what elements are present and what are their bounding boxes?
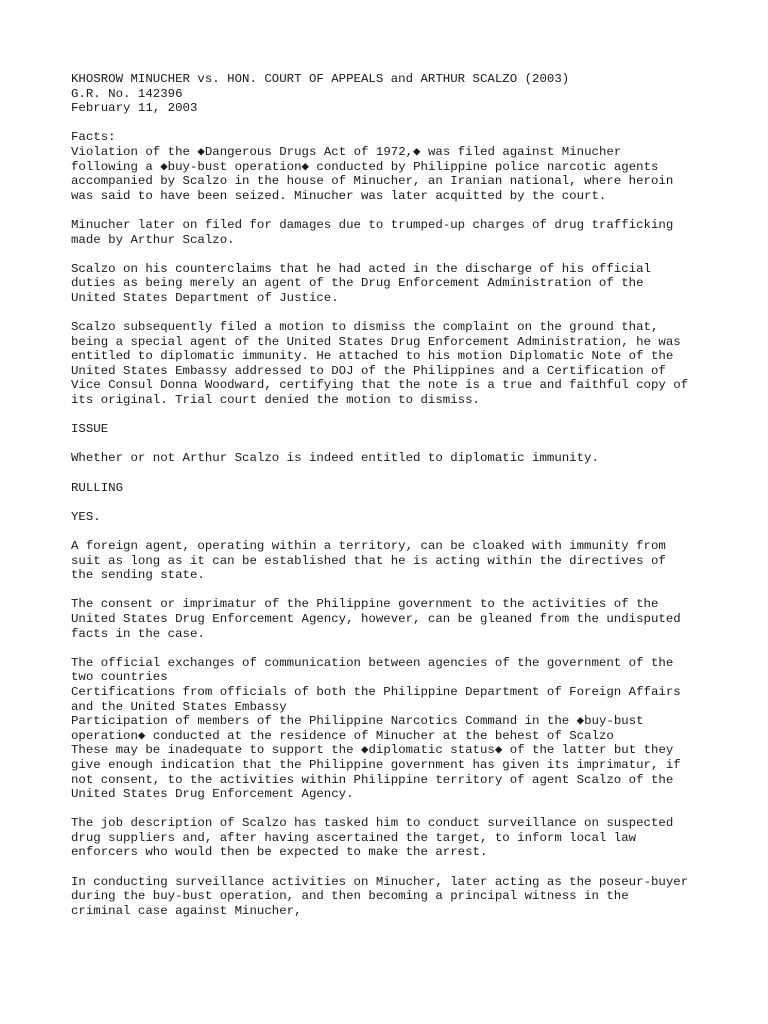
text-line: give enough indication that the Philippine government has given its imprimatur, if xyxy=(71,757,681,772)
text-line: during the buy-bust operation, and then becoming a principal witness in the xyxy=(71,889,629,904)
ruling-paragraph-5 xyxy=(71,875,711,919)
text-line: enforcers who would then be expected to make the arrest. xyxy=(71,845,488,860)
issue-heading: ISSUE xyxy=(71,422,109,437)
ruling-paragraph-2 xyxy=(71,597,711,641)
text-line: The consent or imprimatur of the Philippine government to the activities of the xyxy=(71,597,659,612)
text-line: Vice Consul Donna Woodward, certifying that the note is a true and faithful copy of xyxy=(71,378,689,393)
text-line: duties as being merely an agent of the Drug Enforcement Administration of the xyxy=(71,276,644,291)
text-line: facts in the case. xyxy=(71,626,205,641)
text-line: entitled to diplomatic immunity. He attached to his motion Diplomatic Note of the xyxy=(71,349,674,364)
case-title: KHOSROW MINUCHER vs. HON. COURT OF APPEALS and ARTHUR SCALZO (2003) xyxy=(71,72,570,86)
text-line: Scalzo on his counterclaims that he had acted in the discharge of his official xyxy=(71,261,651,276)
text-line: following a ◆buy-bust operation◆ conducted by Philippine police narcotic agents xyxy=(71,159,659,174)
text-line: two countries xyxy=(71,670,168,685)
text-line: criminal case against Minucher, xyxy=(71,903,302,918)
facts-paragraph-2 xyxy=(71,218,711,247)
text-line: Scalzo subsequently filed a motion to dismiss the complaint on the ground that, xyxy=(71,320,659,335)
ruling-heading: RULLING xyxy=(71,480,124,495)
text-line: These may be inadequate to support the ◆diplomatic status◆ of the latter but they xyxy=(71,743,674,758)
text-line: United States Drug Enforcement Agency, however, can be gleaned from the undisputed xyxy=(71,611,681,626)
text-line: the sending state. xyxy=(71,568,205,583)
text-line: accompanied by Scalzo in the house of Minucher, an Iranian national, where heroin xyxy=(71,174,674,189)
text-line: not consent, to the activities within Philippine territory of agent Scalzo of the xyxy=(71,772,674,787)
text-line: made by Arthur Scalzo. xyxy=(71,232,235,247)
facts-paragraph-4 xyxy=(71,320,711,408)
text-line: The official exchanges of communication between agencies of the government of the xyxy=(71,655,674,670)
facts-paragraph-3 xyxy=(71,262,711,306)
issue-text: Whether or not Arthur Scalzo is indeed entitled to diplomatic immunity. xyxy=(71,451,599,466)
text-line: United States Drug Enforcement Agency. xyxy=(71,787,354,802)
text-line: A foreign agent, operating within a territory, can be cloaked with immunity from xyxy=(71,539,666,553)
document-page xyxy=(71,72,711,918)
text-line: In conducting surveillance activities on Minucher, later acting as the poseur-buyer xyxy=(71,874,689,889)
text-line: and the United States Embassy xyxy=(71,699,287,714)
issue-text-block xyxy=(71,451,711,466)
text-line: Participation of members of the Philippine Narcotics Command in the ◆buy-bust xyxy=(71,714,644,729)
facts-paragraph-1 xyxy=(71,130,711,203)
ruling-heading-block xyxy=(71,481,711,496)
ruling-answer-block xyxy=(71,510,711,525)
text-line: operation◆ conducted at the residence of Minucher at the behest of Scalzo xyxy=(71,728,614,743)
case-header xyxy=(71,72,711,116)
gr-number: G.R. No. 142396 xyxy=(71,86,183,101)
text-line: Minucher later on filed for damages due to trumped-up charges of drug trafficking xyxy=(71,217,674,232)
ruling-paragraph-4 xyxy=(71,816,711,860)
text-line: suit as long as it can be established that he is acting within the directives of xyxy=(71,553,666,568)
text-line: United States Embassy addressed to DOJ of the Philippines and a Certification of xyxy=(71,363,666,378)
ruling-paragraph-3 xyxy=(71,656,711,802)
text-line: its original. Trial court denied the motion to dismiss. xyxy=(71,393,480,408)
text-line: Certifications from officials of both the Philippine Department of Foreign Affairs xyxy=(71,684,681,699)
ruling-answer: YES. xyxy=(71,509,101,524)
ruling-paragraph-1 xyxy=(71,539,711,583)
text-line: United States Department of Justice. xyxy=(71,290,339,305)
text-line: was said to have been seized. Minucher was later acquitted by the court. xyxy=(71,188,607,203)
text-line: The job description of Scalzo has tasked him to conduct surveillance on suspected xyxy=(71,816,674,831)
issue-heading-block xyxy=(71,422,711,437)
text-line: drug suppliers and, after having ascertained the target, to inform local law xyxy=(71,830,637,845)
text-line: Violation of the ◆Dangerous Drugs Act of 1972,◆ was filed against Minucher xyxy=(71,144,622,159)
facts-heading: Facts: xyxy=(71,130,116,145)
decision-date: February 11, 2003 xyxy=(71,101,198,116)
text-line: being a special agent of the United States Drug Enforcement Administration, he was xyxy=(71,334,681,349)
